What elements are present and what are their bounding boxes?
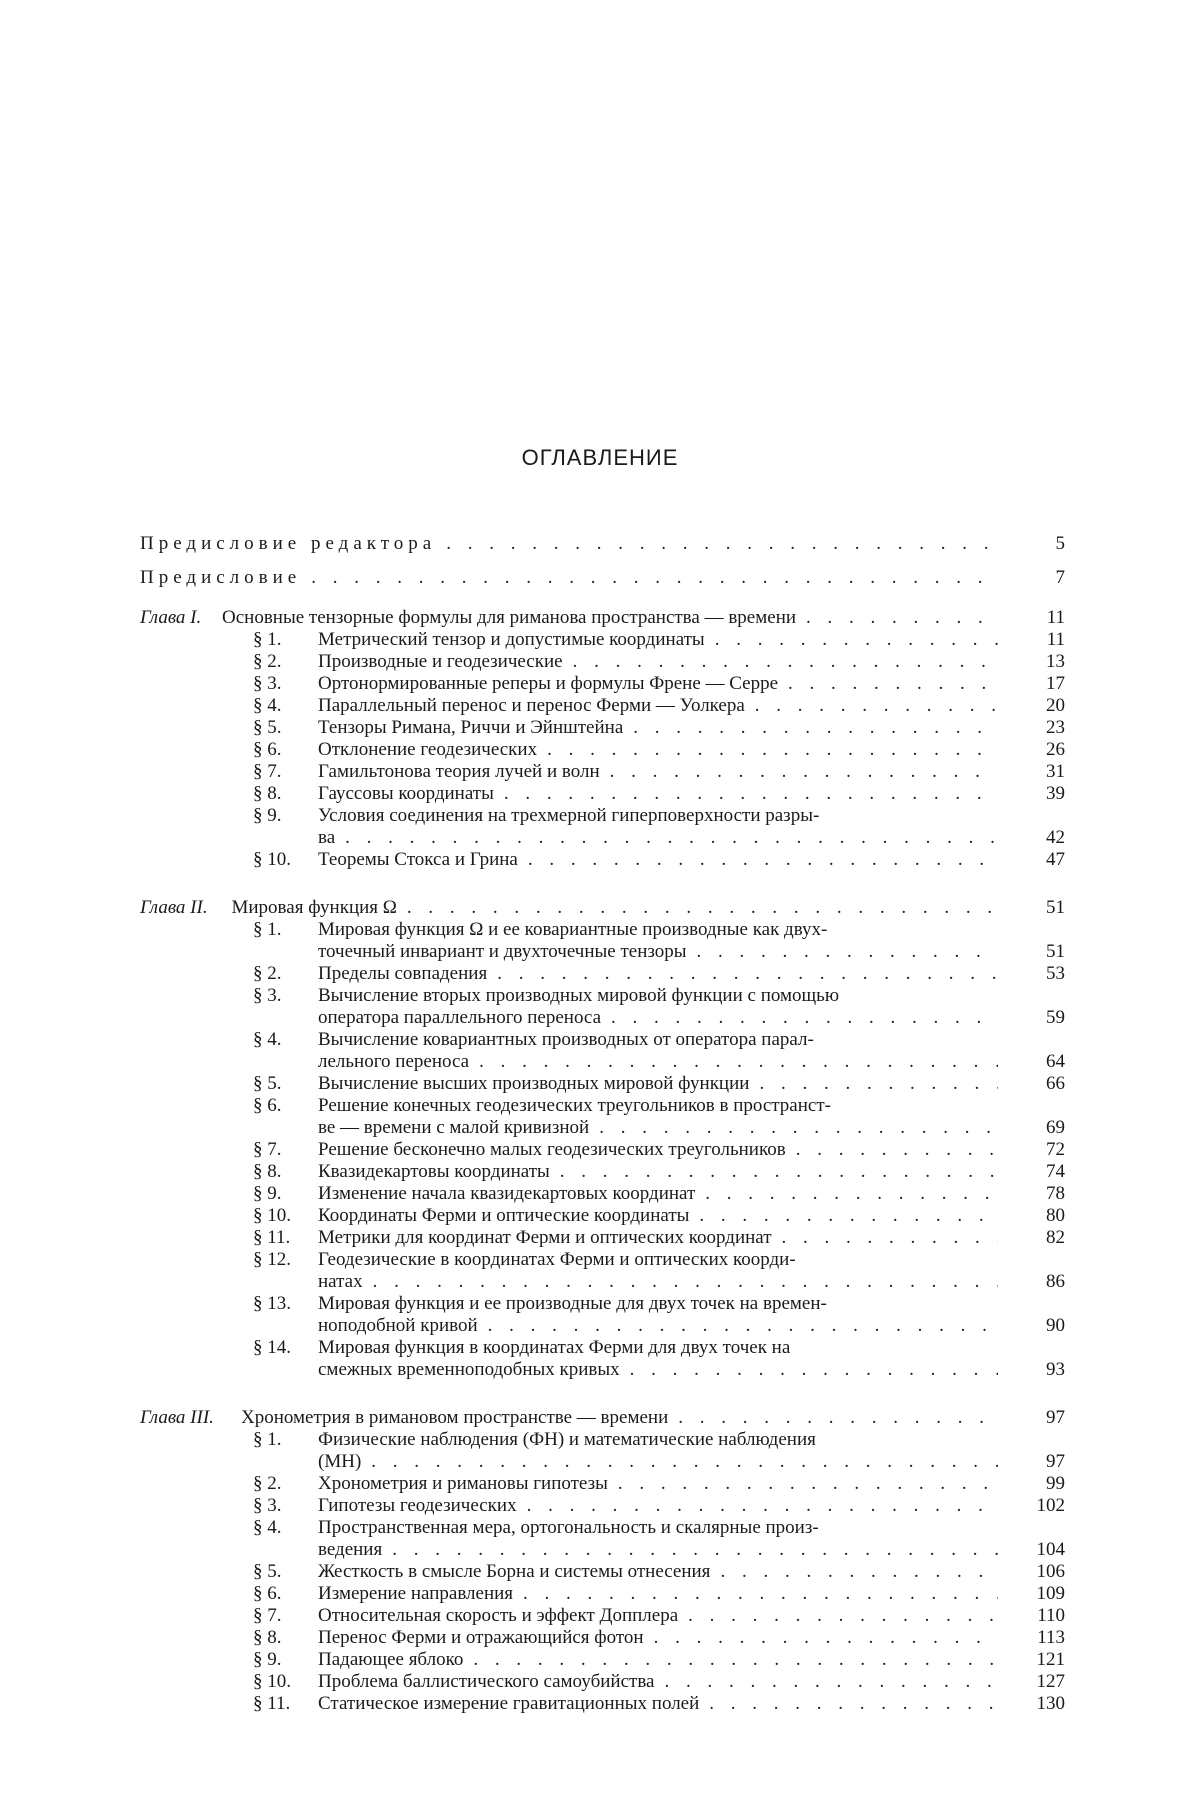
entry-title: Проблема баллистического самоубийства <box>318 1671 655 1692</box>
dot-leader <box>796 1138 998 1162</box>
section-entry <box>0 1006 1200 1030</box>
section-entry <box>0 760 1200 784</box>
section-entry <box>0 1560 1200 1584</box>
section-label: § 7. <box>253 1605 282 1626</box>
section-entry <box>0 826 1200 850</box>
section-label: § 6. <box>253 1583 282 1604</box>
entry-title: Хронометрия в римановом пространстве — времени <box>241 1407 669 1428</box>
dot-leader <box>610 760 998 784</box>
section-label: § 9. <box>253 1183 282 1204</box>
section-label: § 13. <box>253 1293 291 1314</box>
entry-title: лельного переноса <box>318 1051 470 1072</box>
dot-leader <box>688 1604 998 1628</box>
section-label: § 5. <box>253 717 282 738</box>
dot-leader <box>473 1648 998 1672</box>
section-label: § 2. <box>253 963 282 984</box>
section-entry <box>0 1670 1200 1694</box>
dot-leader <box>479 1050 998 1074</box>
entry-title: Ортонормированные реперы и формулы Френе — Серре <box>318 673 779 694</box>
entry-title: Пределы совпадения <box>318 963 488 984</box>
dot-leader <box>654 1626 998 1650</box>
section-entry <box>0 1582 1200 1606</box>
section-label: § 10. <box>253 1671 291 1692</box>
section-label: § 6. <box>253 1095 282 1116</box>
section-entry <box>0 1692 1200 1716</box>
entry-title: Вычисление ковариантных производных от оператора парал- <box>318 1029 814 1050</box>
dot-leader <box>633 716 998 740</box>
section-entry <box>0 672 1200 696</box>
dot-leader <box>373 1270 998 1294</box>
section-label: § 10. <box>253 849 291 870</box>
entry-title: Перенос Ферми и отражающийся фотон <box>318 1627 644 1648</box>
section-entry <box>0 1604 1200 1628</box>
page-number: 69 <box>1046 1117 1065 1138</box>
dot-leader <box>618 1472 998 1496</box>
section-entry <box>0 1270 1200 1294</box>
dot-leader <box>630 1358 998 1382</box>
section-label: § 4. <box>253 1029 282 1050</box>
chapter-entry <box>0 896 1200 920</box>
page-number: 72 <box>1046 1139 1065 1160</box>
section-entry <box>0 1428 1200 1452</box>
entry-title: оператора параллельного переноса <box>318 1007 602 1028</box>
dot-leader <box>407 896 998 920</box>
page-number: 26 <box>1046 739 1065 760</box>
section-entry <box>0 1314 1200 1338</box>
entry-title: Основные тензорные формулы для риманова пространства — времени <box>222 607 797 628</box>
dot-leader <box>715 628 998 652</box>
section-entry <box>0 1094 1200 1118</box>
section-entry <box>0 1292 1200 1316</box>
chapter-label: Глава III. <box>140 1407 214 1428</box>
dot-leader <box>755 694 998 718</box>
section-entry <box>0 628 1200 652</box>
page-number: 66 <box>1046 1073 1065 1094</box>
entry-title: Гамильтонова теория лучей и волн <box>318 761 600 782</box>
entry-title: Решение бесконечно малых геодезических треугольников <box>318 1139 786 1160</box>
section-label: § 8. <box>253 1627 282 1648</box>
dot-leader <box>699 1204 998 1228</box>
section-entry <box>0 1358 1200 1382</box>
page-number: 113 <box>1037 1627 1065 1648</box>
page-number: 17 <box>1046 673 1065 694</box>
page-number: 99 <box>1046 1473 1065 1494</box>
section-entry <box>0 738 1200 762</box>
front-matter-entry <box>0 532 1200 556</box>
page-number: 59 <box>1046 1007 1065 1028</box>
dot-leader <box>488 1314 998 1338</box>
page-number: 109 <box>1036 1583 1065 1604</box>
entry-title: Статическое измерение гравитационных полей <box>318 1693 700 1714</box>
entry-title: ноподобной кривой <box>318 1315 478 1336</box>
dot-leader <box>806 606 998 630</box>
chapter-entry <box>0 606 1200 630</box>
section-entry <box>0 1538 1200 1562</box>
chapter-label: Глава II. <box>140 897 208 918</box>
page-number: 93 <box>1046 1359 1065 1380</box>
section-label: § 9. <box>253 805 282 826</box>
page-number: 102 <box>1036 1495 1065 1516</box>
dot-leader <box>547 738 998 762</box>
page-number: 11 <box>1046 607 1065 628</box>
entry-title: Физические наблюдения (ФН) и математические наблюдения <box>318 1429 816 1450</box>
section-entry <box>0 1116 1200 1140</box>
entry-title: Метрический тензор и допустимые координаты <box>318 629 705 650</box>
section-entry <box>0 1160 1200 1184</box>
dot-leader <box>446 532 998 556</box>
page-number: 86 <box>1046 1271 1065 1292</box>
entry-title: точечный инвариант и двухточечные тензоры <box>318 941 687 962</box>
section-label: § 7. <box>253 1139 282 1160</box>
dot-leader <box>678 1406 998 1430</box>
dot-leader <box>709 1692 998 1716</box>
entry-title: Мировая функция в координатах Ферми для двух точек на <box>318 1337 791 1358</box>
entry-title: Гауссовы координаты <box>318 783 494 804</box>
page-number: 97 <box>1046 1451 1065 1472</box>
page-number: 47 <box>1046 849 1065 870</box>
section-entry <box>0 804 1200 828</box>
dot-leader <box>599 1116 998 1140</box>
section-label: § 2. <box>253 651 282 672</box>
section-label: § 5. <box>253 1561 282 1582</box>
entry-title: Геодезические в координатах Ферми и оптических коорди- <box>318 1249 796 1270</box>
section-entry <box>0 1138 1200 1162</box>
section-label: § 10. <box>253 1205 291 1226</box>
section-entry <box>0 1182 1200 1206</box>
page-number: 64 <box>1046 1051 1065 1072</box>
dot-leader <box>705 1182 998 1206</box>
dot-leader <box>788 672 998 696</box>
section-label: § 1. <box>253 919 282 940</box>
entry-title: Измерение направления <box>318 1583 514 1604</box>
dot-leader <box>611 1006 998 1030</box>
section-entry <box>0 782 1200 806</box>
entry-title: Относительная скорость и эффект Допплера <box>318 1605 679 1626</box>
section-entry <box>0 716 1200 740</box>
section-entry <box>0 1472 1200 1496</box>
page-number: 31 <box>1046 761 1065 782</box>
section-entry <box>0 984 1200 1008</box>
page-number: 51 <box>1046 897 1065 918</box>
page-number: 11 <box>1046 629 1065 650</box>
dot-leader <box>664 1670 998 1694</box>
entry-title: ведения <box>318 1539 383 1560</box>
dot-leader <box>560 1160 998 1184</box>
section-label: § 3. <box>253 1495 282 1516</box>
entry-title: Вычисление высших производных мировой функции <box>318 1073 750 1094</box>
dot-leader <box>759 1072 998 1096</box>
section-entry <box>0 1450 1200 1474</box>
section-entry <box>0 1626 1200 1650</box>
page-number: 39 <box>1046 783 1065 804</box>
section-label: § 8. <box>253 1161 282 1182</box>
page-number: 13 <box>1046 651 1065 672</box>
section-entry <box>0 1226 1200 1250</box>
page-number: 51 <box>1046 941 1065 962</box>
section-entry <box>0 1050 1200 1074</box>
dot-leader <box>720 1560 998 1584</box>
section-label: § 4. <box>253 1517 282 1538</box>
section-entry <box>0 694 1200 718</box>
entry-title: Условия соединения на трехмерной гиперповерхности разры- <box>318 805 820 826</box>
page-number: 23 <box>1046 717 1065 738</box>
page-number: 78 <box>1046 1183 1065 1204</box>
section-entry <box>0 1072 1200 1096</box>
page-number: 80 <box>1046 1205 1065 1226</box>
section-label: § 3. <box>253 673 282 694</box>
section-label: § 8. <box>253 783 282 804</box>
page-number: 90 <box>1046 1315 1065 1336</box>
dot-leader <box>782 1226 998 1250</box>
entry-title: Мировая функция Ω и ее ковариантные производные как двух- <box>318 919 828 940</box>
dot-leader <box>311 566 998 590</box>
page-number: 130 <box>1036 1693 1065 1714</box>
dot-leader <box>527 1494 998 1518</box>
page-number: 82 <box>1046 1227 1065 1248</box>
entry-title: Изменение начала квазидекартовых координат <box>318 1183 696 1204</box>
page-number: 127 <box>1036 1671 1065 1692</box>
entry-title: Мировая функция Ω <box>231 897 397 918</box>
section-entry <box>0 962 1200 986</box>
section-label: § 3. <box>253 985 282 1006</box>
page-number: 97 <box>1046 1407 1065 1428</box>
section-label: § 5. <box>253 1073 282 1094</box>
section-label: § 7. <box>253 761 282 782</box>
entry-title: Вычисление вторых производных мировой функции с помощью <box>318 985 840 1006</box>
section-entry <box>0 1204 1200 1228</box>
page-number: 42 <box>1046 827 1065 848</box>
section-label: § 14. <box>253 1337 291 1358</box>
section-entry <box>0 1028 1200 1052</box>
dot-leader <box>697 940 998 964</box>
dot-leader <box>528 848 998 872</box>
chapter-entry <box>0 1406 1200 1430</box>
page-number: 104 <box>1036 1539 1065 1560</box>
entry-title: Тензоры Римана, Риччи и Эйнштейна <box>318 717 624 738</box>
entry-title: натах <box>318 1271 363 1292</box>
section-entry <box>0 1648 1200 1672</box>
section-label: § 11. <box>253 1227 291 1248</box>
page-title: ОГЛАВЛЕНИЕ <box>521 445 679 470</box>
section-label: § 6. <box>253 739 282 760</box>
dot-leader <box>573 650 998 674</box>
front-matter-entry <box>0 566 1200 590</box>
section-label: § 1. <box>253 629 282 650</box>
page-number: 5 <box>1055 533 1065 554</box>
section-entry <box>0 848 1200 872</box>
dot-leader <box>523 1582 998 1606</box>
section-label: § 12. <box>253 1249 291 1270</box>
section-label: § 11. <box>253 1693 291 1714</box>
entry-title: Координаты Ферми и оптические координаты <box>318 1205 690 1226</box>
page-number: 74 <box>1046 1161 1065 1182</box>
section-entry <box>0 650 1200 674</box>
entry-title: Отклонение геодезических <box>318 739 538 760</box>
section-label: § 9. <box>253 1649 282 1670</box>
page-number: 53 <box>1046 963 1065 984</box>
section-label: § 1. <box>253 1429 282 1450</box>
section-entry <box>0 1248 1200 1272</box>
entry-title: Метрики для координат Ферми и оптических координат <box>318 1227 772 1248</box>
page-number: 106 <box>1036 1561 1065 1582</box>
dot-leader <box>371 1450 998 1474</box>
entry-title: ве — времени с малой кривизной <box>318 1117 590 1138</box>
section-entry <box>0 918 1200 942</box>
entry-title: Жесткость в смысле Борна и системы отнесения <box>318 1561 711 1582</box>
entry-title: Решение конечных геодезических треугольников в пространст- <box>318 1095 831 1116</box>
entry-title: Параллельный перенос и перенос Ферми — Уолкера <box>318 695 745 716</box>
section-entry <box>0 940 1200 964</box>
entry-title: (МН) <box>318 1451 362 1472</box>
dot-leader <box>504 782 998 806</box>
entry-title: смежных временноподобных кривых <box>318 1359 620 1380</box>
entry-title: Пространственная мера, ортогональность и скалярные произ- <box>318 1517 819 1538</box>
dot-leader <box>345 826 998 850</box>
entry-title: Падающее яблоко <box>318 1649 464 1670</box>
dot-leader <box>497 962 998 986</box>
entry-title: Квазидекартовы координаты <box>318 1161 550 1182</box>
page-number: 7 <box>1055 567 1065 588</box>
section-entry <box>0 1336 1200 1360</box>
entry-title: Производные и геодезические <box>318 651 563 672</box>
section-entry <box>0 1516 1200 1540</box>
section-entry <box>0 1494 1200 1518</box>
section-label: § 4. <box>253 695 282 716</box>
page-number: 121 <box>1036 1649 1065 1670</box>
entry-title: ва <box>318 827 336 848</box>
section-label: § 2. <box>253 1473 282 1494</box>
entry-title: Теоремы Стокса и Грина <box>318 849 518 870</box>
page-number: 110 <box>1037 1605 1065 1626</box>
entry-title: Предисловие редактора <box>140 533 437 554</box>
entry-title: Гипотезы геодезических <box>318 1495 517 1516</box>
page-number: 20 <box>1046 695 1065 716</box>
entry-title: Предисловие <box>140 567 302 588</box>
dot-leader <box>392 1538 998 1562</box>
entry-title: Мировая функция и ее производные для двух точек на времен- <box>318 1293 827 1314</box>
chapter-label: Глава I. <box>140 607 202 628</box>
entry-title: Хронометрия и римановы гипотезы <box>318 1473 608 1494</box>
